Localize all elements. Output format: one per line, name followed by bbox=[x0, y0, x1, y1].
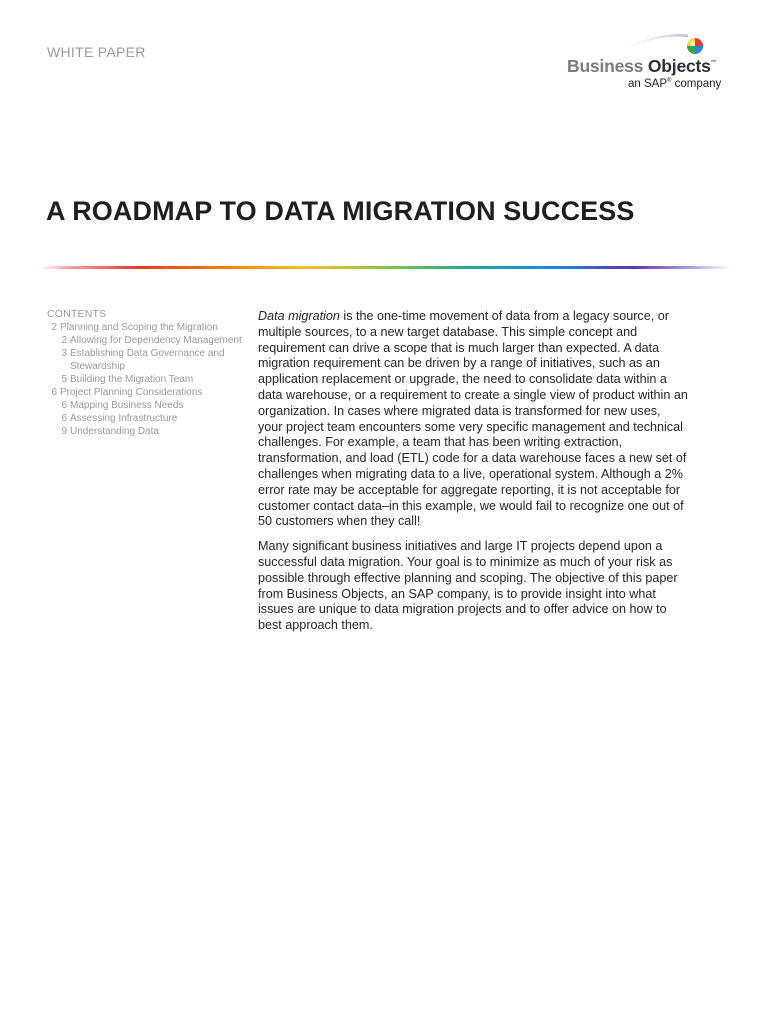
rainbow-divider bbox=[40, 266, 730, 269]
toc-item[interactable]: 2 Allowing for Dependency Management bbox=[61, 335, 242, 346]
logo-sub-prefix: an SAP bbox=[628, 78, 667, 90]
toc-item[interactable]: 2 Planning and Scoping the Migration bbox=[51, 322, 218, 333]
logo-sub-mark: ® bbox=[667, 78, 672, 84]
second-paragraph: Many significant business initiatives and large IT projects depend upon a successful data migration. Your goal is to minimize as much of your risk as possible through effective planning and scoping. The objective of this paper from Business Objects, an SAP company, is to provide insight into what issues are unique to data migration projects and to offer advice on how to best approach them. bbox=[258, 539, 678, 633]
toc-item[interactable]: 5 Building the Migration Team bbox=[61, 374, 194, 385]
toc-item[interactable]: 6 Project Planning Considerations bbox=[51, 387, 203, 398]
logo-sub-suffix: company bbox=[671, 78, 722, 90]
toc-item[interactable]: 9 Understanding Data bbox=[61, 426, 159, 437]
table-of-contents bbox=[47, 308, 247, 438]
doc-type-label: WHITE PAPER bbox=[47, 44, 146, 60]
toc-item[interactable]: 6 Mapping Business Needs bbox=[61, 400, 184, 411]
page-title: A ROADMAP TO DATA MIGRATION SUCCESS bbox=[46, 196, 635, 226]
intro-term: Data migration bbox=[258, 309, 340, 323]
intro-paragraph bbox=[258, 309, 688, 530]
logo-trademark: ™ bbox=[710, 60, 717, 66]
logo-name-strong: Objects bbox=[647, 56, 711, 76]
business-objects-logo bbox=[560, 30, 730, 94]
body-text bbox=[258, 309, 688, 643]
toc-item[interactable]: 3 Establishing Data Governance and Stewardship bbox=[61, 348, 225, 372]
logo-name-light: Business bbox=[567, 56, 648, 76]
toc-item[interactable]: 6 Assessing Infrastructure bbox=[61, 413, 178, 424]
toc-heading: CONTENTS bbox=[47, 308, 107, 320]
intro-text: is the one-time movement of data from a legacy source, or multiple sources, to a new target database. This simple concept and requirement can drive a scope that is much larger than expected. A data migration requirement can be driven by a range of initiatives, such as an application replacement or upgrade, the need to consolidate data within a data warehouse, or a requirement to create a single view of product within an organization. In cases where migrated data is transformed for new uses, your project team encounters some very specific management and technical challenges. For example, a team that has been writing extraction, transformation, and load (ETL) code for a data warehouse faces a new set of challenges when migrating data to a live, operational system. Although a 2% error rate may be acceptable for aggregate reporting, it is not acceptable for customer contact data–in this example, we would fail to recognize one out of 50 customers when they call! bbox=[258, 309, 688, 529]
